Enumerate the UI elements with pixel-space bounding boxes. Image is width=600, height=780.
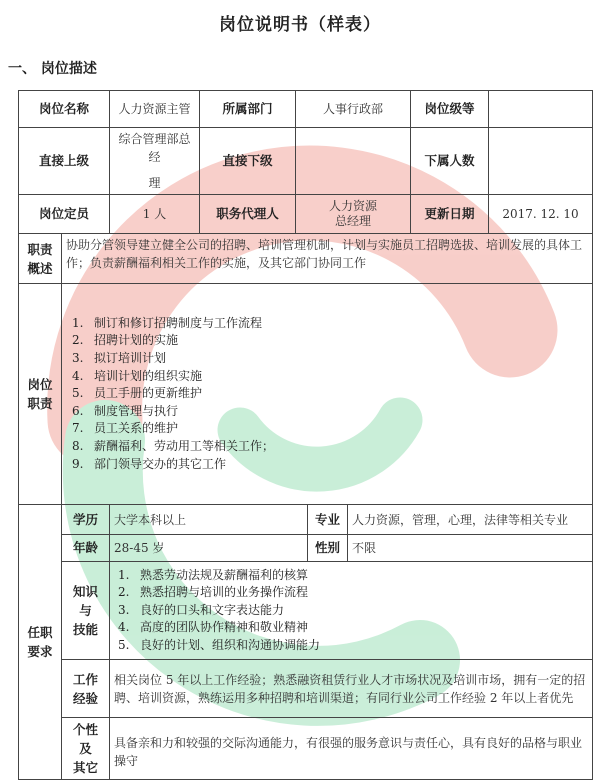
duty-item-number: 3. <box>72 351 84 366</box>
deputy-value-line2: 总经理 <box>335 214 372 228</box>
summary-label-line1: 职责 <box>27 241 53 257</box>
superior-value-line2: 理 <box>148 176 161 190</box>
duty-item-text: 培训计划的组织实施 <box>94 368 203 383</box>
deputy-value <box>296 195 411 234</box>
duty-item-number: 5. <box>72 386 84 401</box>
job-description-table <box>18 90 593 780</box>
grade-label: 岗位级等 <box>411 91 489 128</box>
skill-item-number: 3. <box>118 602 130 617</box>
requirements-label <box>19 505 62 780</box>
row-basic-2 <box>19 128 593 195</box>
skill-item <box>118 637 588 655</box>
row-personality <box>19 718 593 780</box>
gender-value: 不限 <box>348 535 593 562</box>
experience-label-line1: 工作 <box>73 671 99 687</box>
duty-item-text: 薪酬福利、劳动用工等相关工作； <box>94 438 275 453</box>
experience-label <box>62 660 110 718</box>
duty-item <box>72 438 588 456</box>
summary-text: 协助分管领导建立健全公司的招聘、培训管理机制，计划与实施员工招聘选拔、培训发展的具体工作；负责薪酬福利相关工作的实施，及其它部门协同工作 <box>62 234 593 284</box>
skills-label-line1: 知识 <box>73 584 99 599</box>
gender-label: 性别 <box>308 535 348 562</box>
deputy-label: 职务代理人 <box>200 195 296 234</box>
requirements-label-line1: 任职 <box>27 625 53 640</box>
duty-item-text: 制度管理与执行 <box>94 403 179 418</box>
duty-item <box>72 315 588 333</box>
duty-item <box>72 350 588 368</box>
skills-label <box>62 562 110 660</box>
skills-label-line2: 与 <box>79 603 92 618</box>
duty-item-number: 8. <box>72 438 84 453</box>
duties-cell <box>62 284 593 505</box>
skill-item <box>118 567 588 585</box>
skills-list <box>116 567 588 655</box>
major-value: 人力资源，管理，心理，法律等相关专业 <box>348 505 593 535</box>
row-summary <box>19 234 593 284</box>
personality-label <box>62 718 110 780</box>
duty-item-number: 6. <box>72 403 84 418</box>
duties-label-line1: 岗位 <box>27 377 53 392</box>
skill-item <box>118 602 588 620</box>
duties-label <box>19 284 62 505</box>
quota-label: 岗位定员 <box>19 195 110 234</box>
skills-label-line3: 技能 <box>73 622 99 637</box>
duty-item-text: 制订和修订招聘制度与工作流程 <box>94 315 263 330</box>
subordinate-label: 直接下级 <box>200 128 296 195</box>
skill-item-number: 4. <box>118 620 130 635</box>
duty-item-text: 招聘计划的实施 <box>94 333 179 348</box>
row-skills <box>19 562 593 660</box>
skill-item-text: 熟悉劳动法规及薪酬福利的核算 <box>140 567 309 582</box>
skill-item-text: 良好的计划、组织和沟通协调能力 <box>140 637 321 652</box>
duty-item <box>72 403 588 421</box>
personality-text: 具备亲和力和较强的交际沟通能力，有很强的服务意识与责任心，具有良好的品格与职业操守 <box>110 718 593 780</box>
skill-item-number: 1. <box>118 567 130 582</box>
skills-cell <box>110 562 593 660</box>
updated-label: 更新日期 <box>411 195 489 234</box>
skill-item-number: 2. <box>118 585 130 600</box>
experience-label-line2: 经验 <box>73 690 99 706</box>
duty-item <box>72 368 588 386</box>
major-label: 专业 <box>308 505 348 535</box>
updated-value: 2017. 12. 10 <box>489 195 593 234</box>
duties-list <box>70 315 588 473</box>
skill-item <box>118 584 588 602</box>
quota-value: 1 人 <box>110 195 200 234</box>
subordinate-value <box>296 128 411 195</box>
skill-item <box>118 619 588 637</box>
duty-item-text: 员工关系的维护 <box>94 421 179 436</box>
duty-item-number: 1. <box>72 315 84 330</box>
row-basic-3 <box>19 195 593 234</box>
education-value: 大学本科以上 <box>110 505 308 535</box>
skill-item-number: 5. <box>118 637 130 652</box>
headcount-label: 下属人数 <box>411 128 489 195</box>
duties-label-line2: 职责 <box>27 396 53 411</box>
personality-label-line1: 个性 <box>73 722 99 737</box>
headcount-value <box>489 128 593 195</box>
row-basic-1 <box>19 91 593 128</box>
position-name-value: 人力资源主管 <box>110 91 200 128</box>
duty-item-text: 员工手册的更新维护 <box>94 386 203 401</box>
section-heading-job-description: 一、 岗位描述 <box>8 61 97 77</box>
superior-value-line1: 综合管理部总经 <box>118 132 191 164</box>
summary-label-line2: 概述 <box>27 260 53 276</box>
duty-item-text: 拟订培训计划 <box>94 351 167 366</box>
row-duties <box>19 284 593 505</box>
position-name-label: 岗位名称 <box>19 91 110 128</box>
age-value: 28-45 岁 <box>110 535 308 562</box>
requirements-label-line2: 要求 <box>27 644 53 659</box>
skill-item-text: 高度的团队协作精神和敬业精神 <box>140 620 309 635</box>
duty-item <box>72 385 588 403</box>
superior-value <box>110 128 200 195</box>
personality-label-line3: 其它 <box>73 760 99 775</box>
duty-item-number: 7. <box>72 421 84 436</box>
row-age <box>19 535 593 562</box>
duty-item <box>72 456 588 474</box>
duty-item-number: 2. <box>72 333 84 348</box>
dept-label: 所属部门 <box>200 91 296 128</box>
duty-item <box>72 420 588 438</box>
age-label: 年龄 <box>62 535 110 562</box>
skill-item-text: 良好的口头和文字表达能力 <box>140 602 285 617</box>
document-title: 岗位说明书（样表） <box>219 15 381 35</box>
duty-item-number: 9. <box>72 456 84 471</box>
skill-item-text: 熟悉招聘与培训的业务操作流程 <box>140 585 309 600</box>
duty-item-number: 4. <box>72 368 84 383</box>
duty-item-text: 部门领导交办的其它工作 <box>94 456 227 471</box>
dept-value: 人事行政部 <box>296 91 411 128</box>
experience-text: 相关岗位 5 年以上工作经验；熟悉融资租赁行业人才市场状况及培训市场，拥有一定的招聘、培训资源，熟练运用多种招聘和培训渠道；有同行业公司工作经验 2 年以上者优先 <box>110 660 593 718</box>
summary-label <box>19 234 62 284</box>
superior-label: 直接上级 <box>19 128 110 195</box>
row-experience <box>19 660 593 718</box>
row-education <box>19 505 593 535</box>
grade-value <box>489 91 593 128</box>
education-label: 学历 <box>62 505 110 535</box>
personality-label-line2: 及 <box>79 741 92 756</box>
deputy-value-line1: 人力资源 <box>329 199 378 213</box>
duty-item <box>72 332 588 350</box>
